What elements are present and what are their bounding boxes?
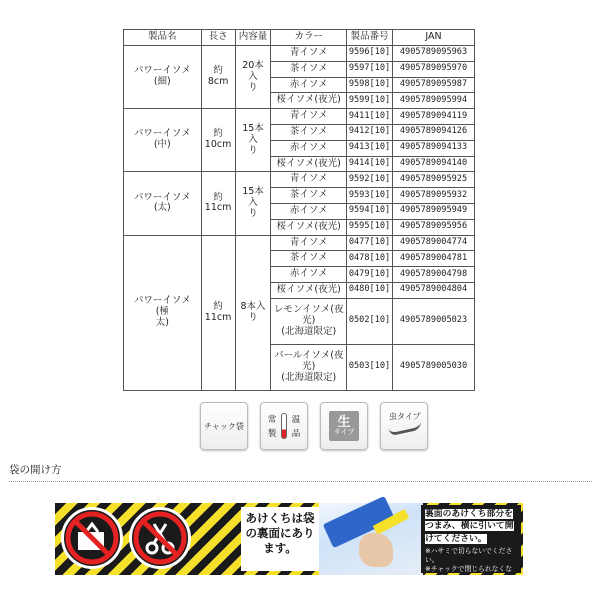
header-color: カラー bbox=[271, 30, 347, 46]
code-cell: 9599[10] bbox=[347, 93, 393, 109]
table-row bbox=[124, 109, 475, 125]
jan-cell: 4905789095949 bbox=[393, 203, 475, 219]
product-spec-table bbox=[123, 29, 475, 391]
jan-cell: 4905789004798 bbox=[393, 267, 475, 283]
color-cell: 青イソメ bbox=[271, 172, 347, 188]
quantity-cell: 20本入 り bbox=[235, 46, 271, 109]
header-product-code: 製品番号 bbox=[347, 30, 393, 46]
jan-cell: 4905789004781 bbox=[393, 251, 475, 267]
jan-cell: 4905789094133 bbox=[393, 140, 475, 156]
code-cell: 9593[10] bbox=[347, 188, 393, 204]
no-tearing-icon bbox=[61, 507, 123, 569]
opening-instructions-text bbox=[421, 505, 521, 582]
section-title: 袋の開け方 bbox=[9, 464, 62, 476]
temp-char-hin: 品 bbox=[291, 429, 301, 439]
worm-type-icon bbox=[380, 402, 428, 450]
room-temperature-icon bbox=[260, 402, 308, 450]
table-row bbox=[124, 235, 475, 251]
code-cell: 9595[10] bbox=[347, 219, 393, 235]
color-cell: 青イソメ bbox=[271, 109, 347, 125]
color-cell: 赤イソメ bbox=[271, 77, 347, 93]
jan-cell: 4905789095994 bbox=[393, 93, 475, 109]
thermometer-icon bbox=[281, 413, 287, 439]
opening-photo bbox=[319, 503, 423, 575]
code-cell: 9414[10] bbox=[347, 156, 393, 172]
worm-shape-icon bbox=[389, 422, 421, 437]
length-cell: 約 10cm bbox=[201, 109, 235, 172]
color-cell: 茶イソメ bbox=[271, 61, 347, 77]
color-cell: 青イソメ bbox=[271, 46, 347, 62]
product-name-cell: パワーイソメ (細) bbox=[124, 46, 202, 109]
table-row bbox=[124, 172, 475, 188]
jan-cell: 4905789094140 bbox=[393, 156, 475, 172]
nama-type-icon bbox=[320, 402, 368, 450]
jan-cell: 4905789094119 bbox=[393, 109, 475, 125]
code-cell: 9598[10] bbox=[347, 77, 393, 93]
opening-instructions-banner bbox=[55, 503, 523, 582]
jan-cell: 4905789095970 bbox=[393, 61, 475, 77]
temp-char-sei: 製 bbox=[267, 429, 277, 439]
header-quantity: 内容量 bbox=[235, 30, 271, 46]
nama-small-label: タイプ bbox=[333, 428, 355, 436]
temp-char-jo: 常 bbox=[267, 415, 277, 425]
jan-cell: 4905789095925 bbox=[393, 172, 475, 188]
jan-cell: 4905789005030 bbox=[393, 344, 475, 390]
no-scissors-icon bbox=[129, 507, 191, 569]
feature-icons bbox=[200, 402, 428, 450]
color-cell: 桜イソメ(夜光) bbox=[271, 219, 347, 235]
jan-cell: 4905789004774 bbox=[393, 235, 475, 251]
code-cell: 0478[10] bbox=[347, 251, 393, 267]
color-cell: 茶イソメ bbox=[271, 188, 347, 204]
code-cell: 9594[10] bbox=[347, 203, 393, 219]
chuck-bag-label: チャック袋 bbox=[204, 421, 244, 431]
color-cell: 赤イソメ bbox=[271, 140, 347, 156]
instruction-main: 裏面のあけくち部分をつまみ、横に引いて開けてください。 bbox=[425, 509, 514, 544]
color-cell: 桜イソメ(夜光) bbox=[271, 156, 347, 172]
jan-cell: 4905789094126 bbox=[393, 124, 475, 140]
length-cell: 約8cm bbox=[201, 46, 235, 109]
code-cell: 9596[10] bbox=[347, 46, 393, 62]
jan-cell: 4905789095932 bbox=[393, 188, 475, 204]
code-cell: 9413[10] bbox=[347, 140, 393, 156]
nama-big-char: 生 bbox=[337, 415, 351, 430]
jan-cell: 4905789095987 bbox=[393, 77, 475, 93]
code-cell: 0503[10] bbox=[347, 344, 393, 390]
length-cell: 約 11cm bbox=[201, 172, 235, 235]
jan-cell: 4905789095956 bbox=[393, 219, 475, 235]
quantity-cell: 8本入 り bbox=[235, 235, 271, 390]
color-cell: 赤イソメ bbox=[271, 267, 347, 283]
jan-cell: 4905789004804 bbox=[393, 282, 475, 298]
code-cell: 0479[10] bbox=[347, 267, 393, 283]
hand-image bbox=[359, 533, 393, 567]
color-cell: 茶イソメ bbox=[271, 251, 347, 267]
color-cell: レモンイソメ(夜 光) (北海道限定) bbox=[271, 298, 347, 344]
code-cell: 0502[10] bbox=[347, 298, 393, 344]
header-length: 長さ bbox=[201, 30, 235, 46]
product-name-cell: パワーイソメ (太) bbox=[124, 172, 202, 235]
worm-type-label: 虫タイプ bbox=[389, 412, 421, 421]
quantity-cell: 15本入 り bbox=[235, 172, 271, 235]
quantity-cell: 15本入 り bbox=[235, 109, 271, 172]
instruction-note-2: ※チャックで閉じられなくなります。 bbox=[425, 564, 513, 582]
color-cell: 茶イソメ bbox=[271, 124, 347, 140]
length-cell: 約 11cm bbox=[201, 235, 235, 390]
code-cell: 9592[10] bbox=[347, 172, 393, 188]
header-jan: JAN bbox=[393, 30, 475, 46]
code-cell: 9412[10] bbox=[347, 124, 393, 140]
code-cell: 9411[10] bbox=[347, 109, 393, 125]
color-cell: 桜イソメ(夜光) bbox=[271, 93, 347, 109]
color-cell: 赤イソメ bbox=[271, 203, 347, 219]
table-row bbox=[124, 46, 475, 62]
opening-location-text: あけくちは袋の裏面にあります。 bbox=[241, 507, 319, 571]
code-cell: 0480[10] bbox=[347, 282, 393, 298]
color-cell: パールイソメ(夜 光) (北海道限定) bbox=[271, 344, 347, 390]
jan-cell: 4905789005023 bbox=[393, 298, 475, 344]
section-divider bbox=[9, 481, 592, 482]
temp-char-on: 温 bbox=[291, 415, 301, 425]
instruction-note-1: ※ハサミで切らないでください。 bbox=[425, 547, 513, 565]
product-name-cell: パワーイソメ (極 太) bbox=[124, 235, 202, 390]
header-product-name: 製品名 bbox=[124, 30, 202, 46]
product-name-cell: パワーイソメ (中) bbox=[124, 109, 202, 172]
color-cell: 青イソメ bbox=[271, 235, 347, 251]
color-cell: 桜イソメ(夜光) bbox=[271, 282, 347, 298]
chuck-bag-icon bbox=[200, 402, 248, 450]
code-cell: 0477[10] bbox=[347, 235, 393, 251]
jan-cell: 4905789095963 bbox=[393, 46, 475, 62]
code-cell: 9597[10] bbox=[347, 61, 393, 77]
